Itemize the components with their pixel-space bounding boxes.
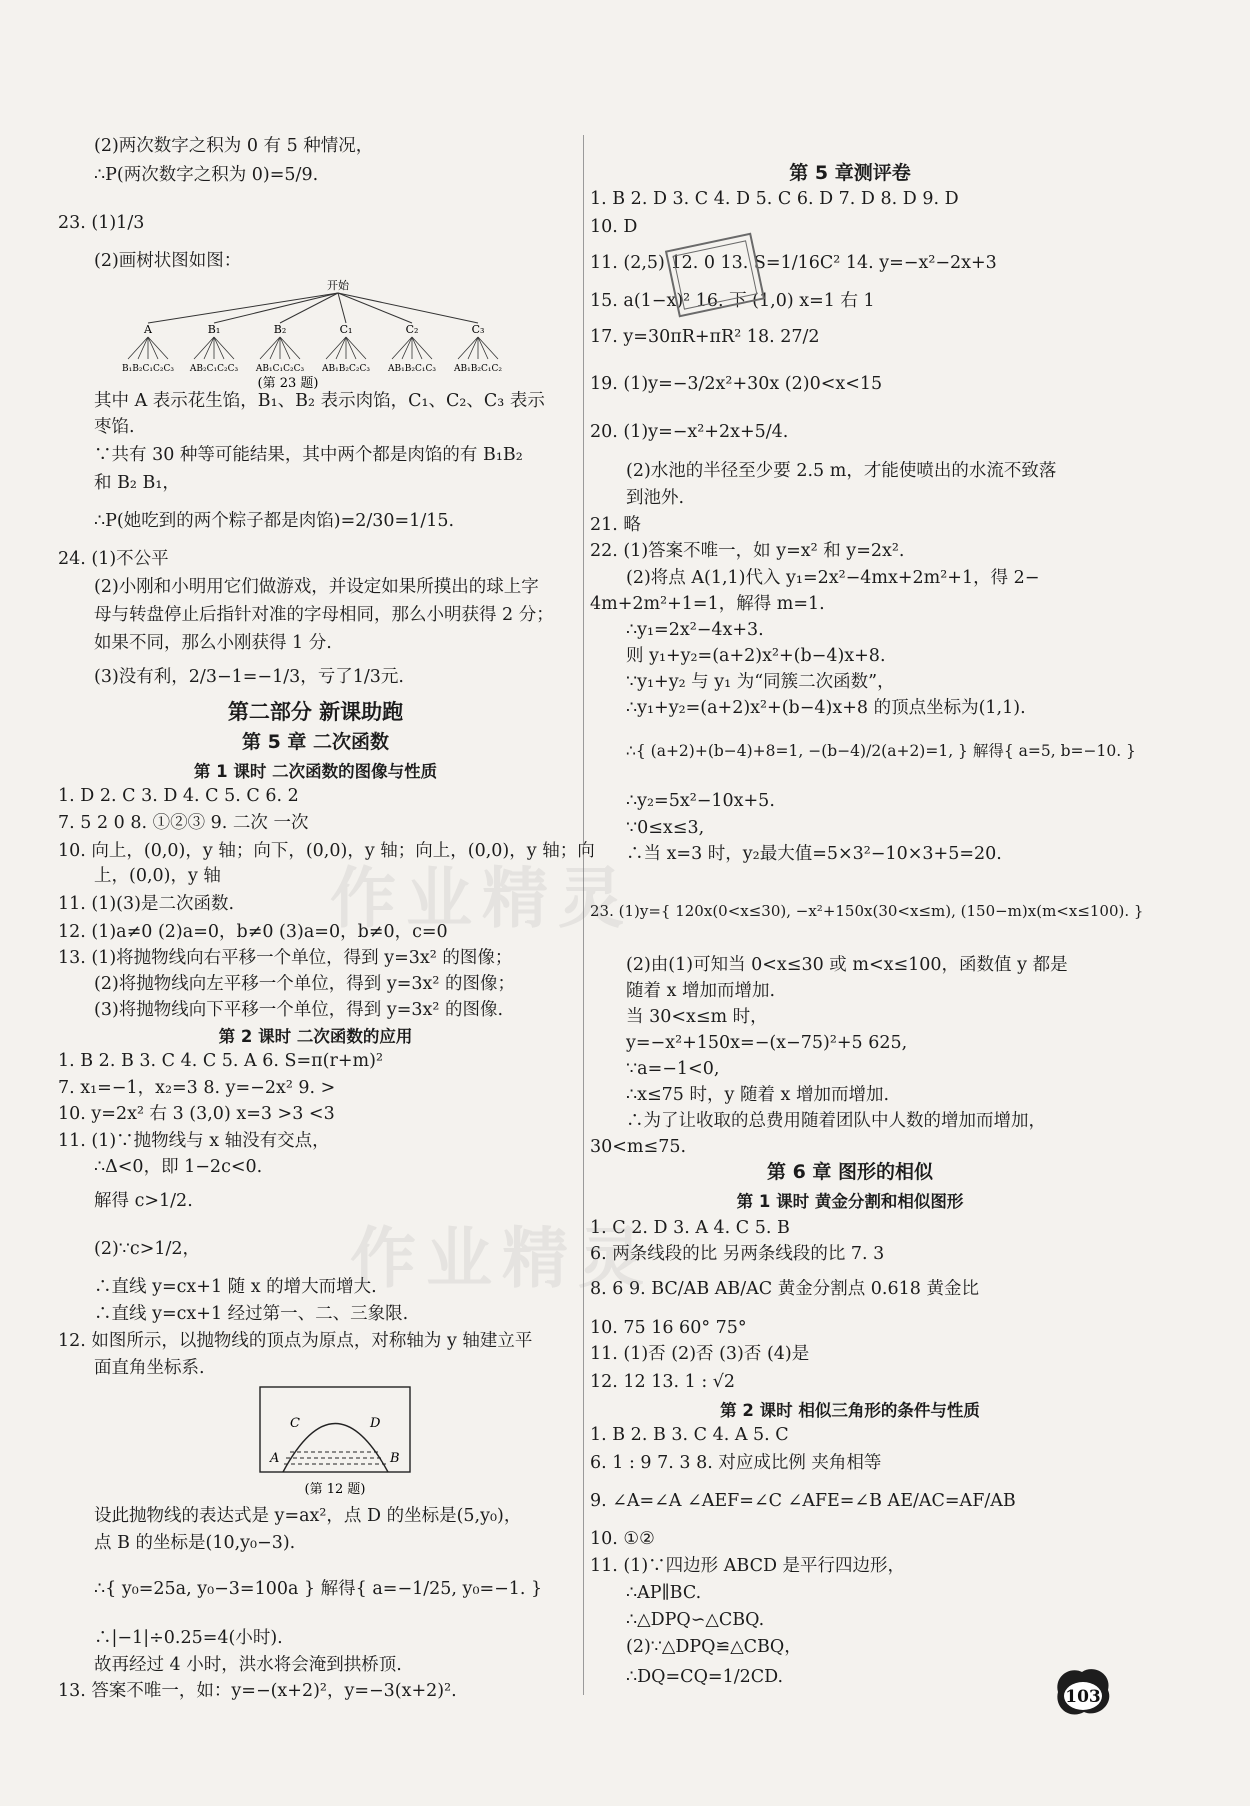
answer-line: 10. D bbox=[590, 217, 638, 237]
answer-line: ∴直线 y=cx+1 经过第一、二、三象限. bbox=[94, 1304, 409, 1324]
answer-line: 上，(0,0)，y 轴 bbox=[94, 866, 221, 886]
answer-line: 6. 两条线段的比 另两条线段的比 7. 3 bbox=[590, 1244, 885, 1264]
bridge-label: B bbox=[390, 1451, 400, 1466]
answer-line: 11. (1)(3)是二次函数. bbox=[58, 894, 235, 914]
answer-line: 11. (2,5) 12. 0 13. S=1/16C² 14. y=−x²−2x+3 bbox=[590, 253, 997, 273]
answer-line: (3)将抛物线向下平移一个单位，得到 y=3x² 的图像. bbox=[94, 1000, 504, 1020]
answer-line: 10. 75 16 60° 75° bbox=[590, 1318, 747, 1338]
answer-line: (2)由(1)可知当 0<x≤30 或 m<x≤100，函数值 y 都是 bbox=[626, 955, 1068, 975]
answer-line: 7. x₁=−1，x₂=3 8. y=−2x² 9. > bbox=[58, 1078, 336, 1098]
answer-line: (2)水池的半径至少要 2.5 m，才能使喷出的水流不致落 bbox=[626, 461, 1057, 481]
answer-line: ∵y₁+y₂ 与 y₁ 为“同簇二次函数”， bbox=[626, 672, 895, 692]
answer-line: (2)∵△DPQ≌△CBQ， bbox=[626, 1637, 802, 1657]
answer-line: 母与转盘停止后指针对准的字母相同，那么小明获得 2 分； bbox=[94, 605, 554, 625]
answer-line: ∴x≤75 时，y 随着 x 增加而增加. bbox=[626, 1085, 890, 1105]
answer-line: 30<m≤75. bbox=[590, 1137, 687, 1157]
answer-line: 随着 x 增加而增加. bbox=[626, 981, 776, 1001]
answer-line: 4m+2m²+1=1，解得 m=1. bbox=[590, 594, 825, 614]
answer-line: 12. 如图所示，以抛物线的顶点为原点，对称轴为 y 轴建立平 bbox=[58, 1331, 533, 1351]
lesson-heading: 第 1 课时 黄金分割和相似图形 bbox=[736, 1192, 964, 1211]
answer-line: ∴DQ=CQ=1/2CD. bbox=[626, 1667, 784, 1687]
answer-line: 22. (1)答案不唯一，如 y=x² 和 y=2x². bbox=[590, 541, 905, 561]
answer-line: ∴P(她吃到的两个粽子都是肉馅)=2/30=1/15. bbox=[94, 511, 455, 531]
answer-line: ∴{ y₀=25a, y₀−3=100a } 解得{ a=−1/25, y₀=−1. } bbox=[94, 1579, 543, 1599]
answer-line: 11. (1)否 (2)否 (3)否 (4)是 bbox=[590, 1344, 810, 1364]
chapter-heading: 第 6 章 图形的相似 bbox=[766, 1161, 934, 1183]
answer-line: 21. 略 bbox=[590, 515, 641, 535]
answer-line: 23. (1)1/3 bbox=[58, 213, 145, 233]
answer-line: 1. B 2. D 3. C 4. D 5. C 6. D 7. D 8. D 9. D bbox=[590, 189, 959, 209]
page-number: 103 bbox=[1065, 1687, 1101, 1707]
lesson-heading: 第 2 课时 相似三角形的条件与性质 bbox=[720, 1401, 980, 1420]
answer-line: 20. (1)y=−x²+2x+5/4. bbox=[590, 422, 789, 442]
tree-root-label: 开始 bbox=[327, 279, 349, 292]
answer-line: 解得 c>1/2. bbox=[94, 1191, 193, 1211]
answer-line: 19. (1)y=−3/2x²+30x (2)0<x<15 bbox=[590, 374, 883, 394]
tree-node: A bbox=[144, 323, 152, 336]
watermark: 作业精灵 bbox=[350, 1220, 654, 1297]
answer-line: ∴为了让收取的总费用随着团队中人数的增加而增加， bbox=[626, 1111, 1046, 1131]
answer-line: 10. y=2x² 右 3 (3,0) x=3 >3 <3 bbox=[58, 1104, 335, 1124]
bridge-label: D bbox=[370, 1416, 381, 1431]
lesson-heading: 第 1 课时 二次函数的图像与性质 bbox=[193, 762, 438, 781]
answer-line: 其中 A 表示花生馅，B₁、B₂ 表示肉馅，C₁、C₂、C₃ 表示 bbox=[94, 391, 545, 411]
tree-caption: (第 23 题) bbox=[257, 376, 319, 391]
answer-line: ∴直线 y=cx+1 随 x 的增大而增大. bbox=[94, 1277, 377, 1297]
answer-line: 13. 答案不唯一，如：y=−(x+2)²，y=−3(x+2)². bbox=[58, 1681, 457, 1701]
answer-line: 1. B 2. B 3. C 4. C 5. A 6. S=π(r+m)² bbox=[58, 1051, 383, 1071]
answer-line: (2)两次数字之积为 0 有 5 种情况， bbox=[94, 136, 374, 156]
answer-line: 点 B 的坐标是(10,y₀−3). bbox=[94, 1533, 296, 1553]
answer-line: ∴y₂=5x²−10x+5. bbox=[626, 791, 775, 811]
answer-line bbox=[58, 164, 318, 187]
answer-line: 15. a(1−x)² 16. 下 (1,0) x=1 右 1 bbox=[590, 291, 875, 311]
answer-line: 1. C 2. D 3. A 4. C 5. B bbox=[590, 1218, 790, 1238]
answer-line: 12. (1)a≠0 (2)a=0，b≠0 (3)a=0，b≠0，c=0 bbox=[58, 922, 448, 942]
answer-line: 11. (1)∵四边形 ABCD 是平行四边形， bbox=[590, 1556, 906, 1576]
tree-leaf-group: B₁B₂C₁C₂C₃ bbox=[122, 364, 174, 374]
answer-line: 10. ①② bbox=[590, 1529, 655, 1549]
answer-line-text: ∴P(两次数字之积为 0)=5/9. bbox=[94, 165, 319, 185]
answer-line: 如果不同，那么小刚获得 1 分. bbox=[94, 633, 332, 653]
answer-line: 当 30<x≤m 时， bbox=[626, 1007, 768, 1027]
answer-line: 到池外. bbox=[626, 488, 685, 508]
answer-line: (2)将抛物线向左平移一个单位，得到 y=3x² 的图像； bbox=[94, 974, 515, 994]
answer-line: 7. 5 2 0 8. ①②③ 9. 二次 一次 bbox=[58, 813, 309, 833]
lesson-heading: 第 2 课时 二次函数的应用 bbox=[218, 1027, 413, 1046]
answer-line: ∴y₁+y₂=(a+2)x²+(b−4)x+8 的顶点坐标为(1,1). bbox=[626, 698, 1026, 718]
tree-diagram bbox=[122, 275, 548, 391]
answer-line: 1. D 2. C 3. D 4. C 5. C 6. 2 bbox=[58, 786, 299, 806]
answer-line: (2)∵c>1/2， bbox=[94, 1239, 201, 1259]
bridge-label: C bbox=[290, 1416, 300, 1431]
tree-leaf-group: AB₂C₁C₂C₃ bbox=[189, 364, 239, 374]
answer-line: 故再经过 4 小时，洪水将会淹到拱桥顶. bbox=[94, 1655, 402, 1675]
page-number-badge bbox=[1052, 1662, 1114, 1722]
answer-line: ∵共有 30 种等可能结果，其中两个都是肉馅的有 B₁B₂ bbox=[94, 445, 523, 465]
answer-line: (2)画树状图如图： bbox=[94, 251, 242, 271]
answer-line: (3)没有利，2/3−1=−1/3，亏了1/3元. bbox=[94, 667, 404, 687]
answer-line: 17. y=30πR+πR² 18. 27/2 bbox=[590, 327, 820, 347]
bridge-figure bbox=[258, 1385, 418, 1500]
answer-line: 设此抛物线的表达式是 y=ax²，点 D 的坐标是(5,y₀)， bbox=[94, 1506, 522, 1526]
answer-line: 8. 6 9. BC/AB AB/AC 黄金分割点 0.618 黄金比 bbox=[590, 1279, 979, 1299]
tree-leaf-group: AB₁B₂C₁C₂ bbox=[454, 364, 502, 374]
answer-line: ∴Δ<0，即 1−2c<0. bbox=[94, 1157, 263, 1177]
answer-line: 24. (1)不公平 bbox=[58, 549, 169, 569]
answer-line: ∴|−1|÷0.25=4(小时). bbox=[94, 1628, 283, 1648]
bridge-label: A bbox=[270, 1451, 280, 1466]
answer-line: 11. (1)∵抛物线与 x 轴没有交点， bbox=[58, 1131, 330, 1151]
answer-line: 6. 1 : 9 7. 3 8. 对应成比例 夹角相等 bbox=[590, 1453, 882, 1473]
answer-line: 1. B 2. B 3. C 4. A 5. C bbox=[590, 1425, 789, 1445]
answer-line: y=−x²+150x=−(x−75)²+5 625, bbox=[626, 1033, 908, 1053]
stamp-icon bbox=[668, 238, 762, 312]
tree-node: C₁ bbox=[339, 323, 353, 336]
answer-line: (2)小刚和小明用它们做游戏，并设定如果所摸出的球上字 bbox=[94, 577, 539, 597]
tree-leaf-group: AB₁B₂C₂C₃ bbox=[322, 364, 370, 374]
tree-leaf-group: AB₁B₂C₁C₃ bbox=[388, 364, 436, 374]
answer-line: 枣馅. bbox=[94, 417, 135, 437]
answer-line: 面直角坐标系. bbox=[94, 1358, 205, 1378]
answer-line: ∵0≤x≤3, bbox=[626, 818, 705, 838]
tree-node: B₁ bbox=[207, 323, 221, 336]
answer-line: ∴y₁=2x²−4x+3. bbox=[626, 620, 764, 640]
answer-line: 和 B₂ B₁， bbox=[94, 473, 180, 493]
answer-line: 9. ∠A=∠A ∠AEF=∠C ∠AFE=∠B AE/AC=AF/AB bbox=[590, 1491, 1016, 1511]
answer-line: ∴{ (a+2)+(b−4)+8=1, −(b−4)/2(a+2)=1, } 解得{ a=5, b=−10. } bbox=[626, 742, 1136, 760]
watermark: 作业精灵 bbox=[330, 860, 634, 937]
answer-line: (2)将点 A(1,1)代入 y₁=2x²−4mx+2m²+1，得 2− bbox=[626, 568, 1040, 588]
answer-line: ∵a=−1<0, bbox=[626, 1059, 720, 1079]
part-heading: 第二部分 新课助跑 bbox=[227, 700, 404, 724]
bridge-caption: (第 12 题) bbox=[304, 1482, 366, 1497]
tree-node: C₃ bbox=[471, 323, 485, 336]
answer-line: ∴AP∥BC. bbox=[626, 1583, 702, 1603]
answer-line: ∴△DPQ∽△CBQ. bbox=[626, 1610, 765, 1630]
answer-line: ∴当 x=3 时，y₂最大值=5×3²−10×3+5=20. bbox=[626, 844, 1002, 864]
answer-line: 23. (1)y={ 120x(0<x≤30), −x²+150x(30<x≤m), (150−m)x(m<x≤100). } bbox=[590, 902, 1144, 920]
answer-line: 12. 12 13. 1 : √2 bbox=[590, 1372, 736, 1392]
answer-line: 13. (1)将抛物线向右平移一个单位，得到 y=3x² 的图像； bbox=[58, 948, 513, 968]
tree-node: C₂ bbox=[405, 323, 419, 336]
tree-node: B₂ bbox=[273, 323, 287, 336]
answer-line: 则 y₁+y₂=(a+2)x²+(b−4)x+8. bbox=[626, 646, 886, 666]
chapter-heading: 第 5 章 二次函数 bbox=[241, 731, 390, 753]
test-heading: 第 5 章测评卷 bbox=[789, 162, 911, 184]
answer-line: 10. 向上，(0,0)，y 轴；向下，(0,0)，y 轴；向上，(0,0)，y 轴；向 bbox=[58, 841, 595, 861]
tree-leaf-group: AB₁C₁C₂C₃ bbox=[255, 364, 305, 374]
